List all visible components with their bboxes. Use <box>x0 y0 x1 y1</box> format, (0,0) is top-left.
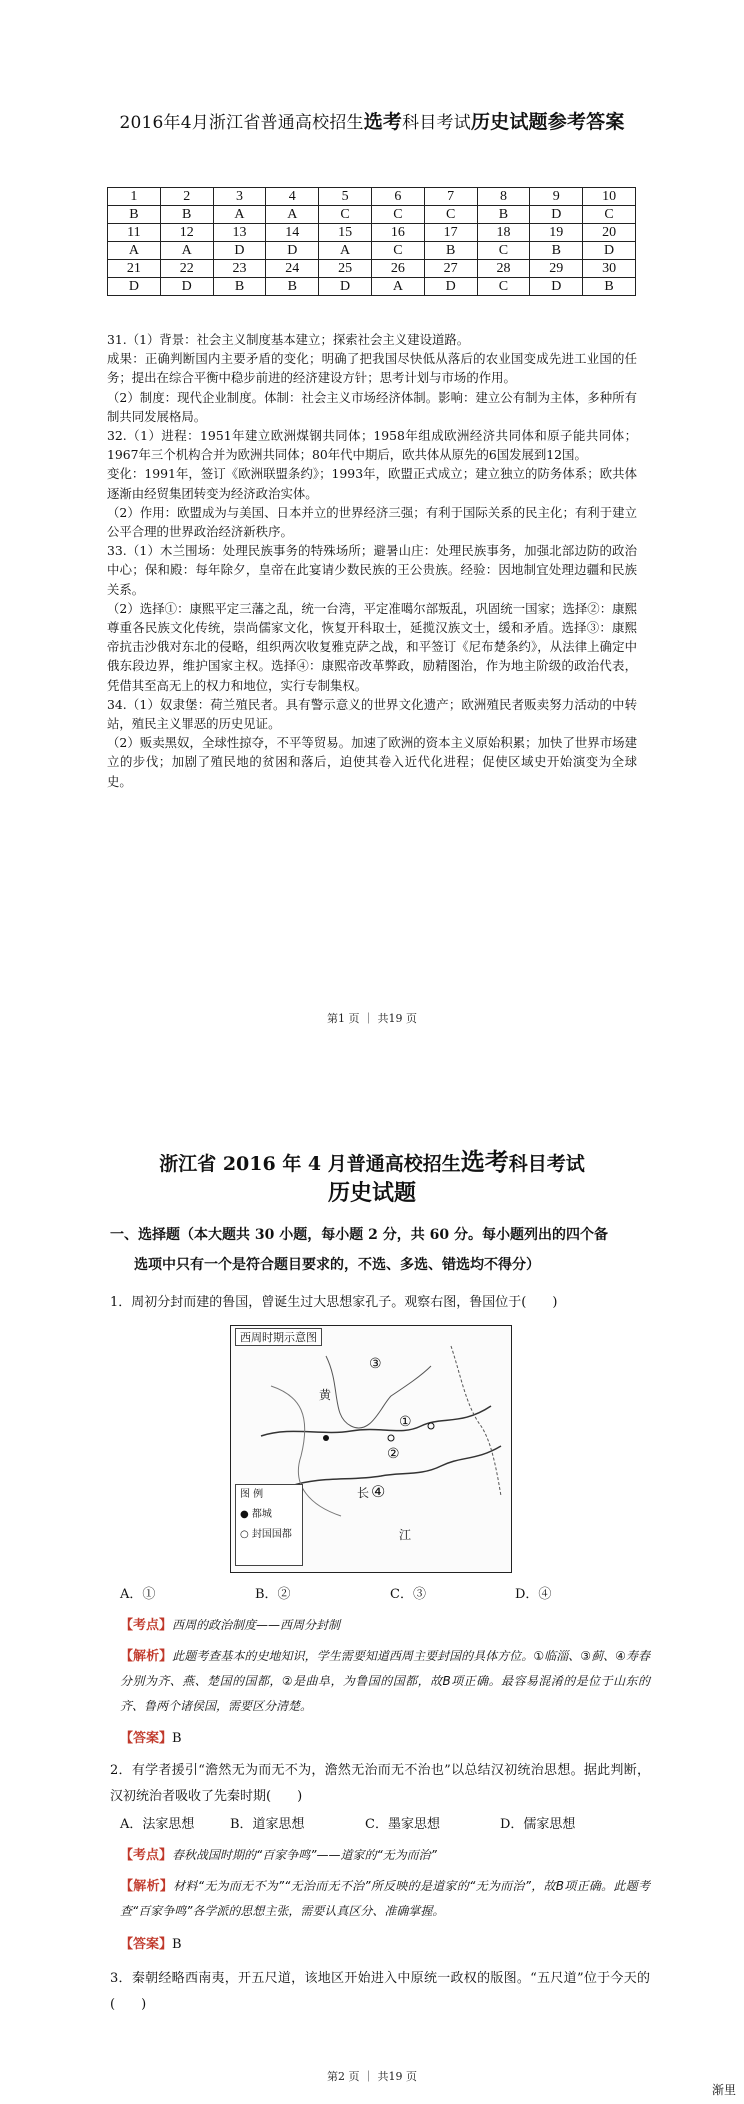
table-cell: B <box>266 278 319 296</box>
table-cell: B <box>160 206 213 224</box>
exam-title-part-c: 科目考试 <box>508 1153 585 1175</box>
jiexi-tag: 【解析】 <box>120 1649 173 1664</box>
table-cell: C <box>371 206 424 224</box>
yellow-river <box>261 1406 491 1436</box>
answer-paragraph: （2）贩卖黑奴，全球性掠夺，不平等贸易。加速了欧洲的资本主义原始积累；加快了世界市场建立的步伐；加剧了殖民地的贫困和落后，迫使其卷入近代化进程；促使区域史开始演变为全球史。 <box>107 735 637 789</box>
table-cell: 25 <box>319 260 372 278</box>
table-cell: C <box>477 278 530 296</box>
title-prefix: 2016年4月浙江省普通高校招生 <box>119 113 364 133</box>
table-cell: C <box>424 206 477 224</box>
question-2-stem: 2．有学者援引“澹然无为而无不为，澹然无治而无不治也”以总结汉初统治思想。据此判断，汉初统治者吸收了先秦时期( ) <box>110 1763 650 1804</box>
answer-paragraph: 34.（1）奴隶堡：荷兰殖民者。具有警示意义的世界文化遗产；欧洲殖民者贩卖努力活动的中转站，殖民主义罪恶的历史见证。 <box>107 696 637 732</box>
legend-title: 图 例 <box>240 1489 264 1500</box>
table-cell: 27 <box>424 260 477 278</box>
table-cell: 6 <box>371 188 424 206</box>
table-cell: B <box>213 278 266 296</box>
question-2-options <box>110 1814 650 1836</box>
legend-capital: ● 都城 <box>240 1509 272 1520</box>
table-cell: D <box>530 206 583 224</box>
table-cell: 28 <box>477 260 530 278</box>
table-cell: 4 <box>266 188 319 206</box>
table-cell: B <box>530 242 583 260</box>
daan-value: B <box>172 1731 182 1746</box>
map-label-river-2: 长 <box>357 1486 370 1500</box>
answer-paragraph: （2）制度：现代企业制度。体制：社会主义市场经济体制。影响：建立公有制为主体，多种所有制共同发展格局。 <box>107 389 637 424</box>
table-row <box>108 206 636 224</box>
exam-subtitle: 历史试题 <box>327 1180 416 1206</box>
q1-option-a: A．① <box>120 1587 156 1602</box>
map-legend <box>235 1484 303 1566</box>
table-cell: B <box>583 278 636 296</box>
table-cell: 29 <box>530 260 583 278</box>
table-cell: 8 <box>477 188 530 206</box>
table-cell: A <box>266 206 319 224</box>
table-cell: 9 <box>530 188 583 206</box>
table-cell: D <box>319 278 372 296</box>
q2-jiexi <box>110 1874 650 1924</box>
table-cell: 11 <box>108 224 161 242</box>
table-cell: D <box>583 242 636 260</box>
state-dot-1 <box>388 1435 394 1441</box>
question-3-stem: 3．秦朝经略西南夷，开五尺道，该地区开始进入中原统一政权的版图。“五尺道”位于今天的( ) <box>110 1971 650 2012</box>
table-cell: C <box>477 242 530 260</box>
q1-daan <box>110 1728 650 1750</box>
kaodian-tag: 【考点】 <box>120 1848 173 1863</box>
q2-option-d: D．儒家思想 <box>500 1817 576 1832</box>
state-dot-2 <box>428 1423 434 1429</box>
q2-option-c: C．墨家思想 <box>365 1817 440 1832</box>
q2-daan <box>110 1934 650 1956</box>
q2-kaodian <box>110 1844 650 1867</box>
page-footer: 第1 页 ｜ 共19 页 <box>327 1012 417 1025</box>
map-marker-2: ② <box>387 1446 400 1462</box>
q1-kaodian <box>110 1614 650 1637</box>
table-cell: A <box>213 206 266 224</box>
answer-paragraph: 32.（1）进程：1951年建立欧洲煤钢共同体；1958年组成欧洲经济共同体和原子能共同体；1967年三个机构合并为欧洲共同体；80年代中期后，欧共体从原先的6国发展到12国。 <box>107 428 637 463</box>
answer-paragraph: 31.（1）背景：社会主义制度基本建立；探索社会主义建设道路。 <box>107 332 470 347</box>
answer-paragraph: （2）选择①：康熙平定三藩之乱，统一台湾，平定准噶尔部叛乱，巩固统一国家；选择②：康熙尊重各民族文化传统，崇尚儒家文化，恢复开科取士，延揽汉族文士，缓和矛盾。选择③：康熙帝抗击沙俄对东北的侵略，组织两次收复雅克萨之战，和平签订《尼布楚条约》，从法律上确定中俄东段边界，维护国家主权。选择④：康熙帝改革弊政，励精图治，作为地主阶级的政治代表，凭借其至高无上的权力和地位，实行专制集权。 <box>107 600 637 693</box>
table-cell: 12 <box>160 224 213 242</box>
table-cell: D <box>266 242 319 260</box>
jiexi-tag: 【解析】 <box>120 1879 174 1894</box>
table-cell: B <box>108 206 161 224</box>
table-cell: 10 <box>583 188 636 206</box>
table-cell: 20 <box>583 224 636 242</box>
map-label-river-3: 江 <box>399 1528 412 1542</box>
table-cell: 18 <box>477 224 530 242</box>
coastline <box>451 1346 501 1496</box>
title-bold-1: 选考 <box>363 111 403 133</box>
page-footer: 第2 页 ｜ 共19 页 <box>327 2070 417 2083</box>
question-1-stem: 1．周初分封而建的鲁国，曾诞生过大思想家孔子。观察右图，鲁国位于( ) <box>110 1295 558 1310</box>
map-marker-1: ① <box>399 1414 412 1430</box>
table-cell: C <box>319 206 372 224</box>
table-row <box>108 260 636 278</box>
table-cell: A <box>108 242 161 260</box>
section-heading-line-1: 一、选择题（本大题共 30 小题，每小题 2 分，共 60 分。每小题列出的四个备 <box>110 1227 608 1243</box>
table-cell: D <box>530 278 583 296</box>
question-1-options <box>110 1584 650 1606</box>
table-cell: 17 <box>424 224 477 242</box>
table-cell: C <box>371 242 424 260</box>
table-cell: 19 <box>530 224 583 242</box>
map-title: 西周时期示意图 <box>235 1328 322 1346</box>
table-cell: 7 <box>424 188 477 206</box>
table-cell: A <box>160 242 213 260</box>
table-cell: 15 <box>319 224 372 242</box>
answer-table <box>107 187 636 296</box>
table-cell: 2 <box>160 188 213 206</box>
kaodian-text: 西周的政治制度——西周分封制 <box>172 1618 341 1632</box>
kaodian-tag: 【考点】 <box>120 1618 173 1633</box>
table-cell: 22 <box>160 260 213 278</box>
table-row <box>108 278 636 296</box>
daan-tag: 【答案】 <box>120 1937 173 1952</box>
q1-option-b: B．② <box>255 1587 291 1602</box>
q1-option-c: C．③ <box>390 1587 426 1602</box>
answer-paragraph: （2）作用：欧盟成为与美国、日本并立的世界经济三强；有利于国际关系的民主化；有利于建立公平合理的世界政治经济新秩序。 <box>107 504 637 540</box>
table-cell: B <box>477 206 530 224</box>
answer-paragraph: 成果：正确判断国内主要矛盾的变化；明确了把我国尽快低从落后的农业国变成先进工业国的任务；提出在综合平衡中稳步前进的经济建设方针；思考计划与市场的作用。 <box>107 351 637 386</box>
table-cell: D <box>160 278 213 296</box>
table-row <box>108 188 636 206</box>
capital-dot <box>323 1435 329 1441</box>
title-mid: 科目考试 <box>402 113 471 133</box>
table-cell: D <box>108 278 161 296</box>
corner-mark: 渐里 <box>711 2083 736 2097</box>
answer-body <box>107 330 637 791</box>
jiexi-text: 此题考查基本的史地知识，学生需要知道西周主要封国的具体方位。①临淄、③蓟、④寿春分别为齐、燕、楚国的国都，②是曲阜，为鲁国的国都，故B项正确。最容易混淆的是位于山东的齐、鲁两个诸侯国，需要区分清楚。 <box>120 1649 650 1713</box>
table-cell: 14 <box>266 224 319 242</box>
exam-title-bold: 选考 <box>460 1147 509 1176</box>
map-marker-4: ④ <box>371 1482 386 1501</box>
answer-paragraph: 变化：1991年，签订《欧洲联盟条约》；1993年，欧盟正式成立；建立独立的防务体系；欧共体逐渐由经贸集团转变为经济政治实体。 <box>107 466 637 501</box>
title-bold-2: 历史试题参考答案 <box>470 111 625 133</box>
section-heading <box>110 1220 650 1280</box>
q1-jiexi <box>110 1644 650 1719</box>
map-marker-3: ③ <box>369 1356 382 1372</box>
table-cell: 30 <box>583 260 636 278</box>
table-row <box>108 224 636 242</box>
q2-option-b: B．道家思想 <box>230 1817 305 1832</box>
table-cell: A <box>371 278 424 296</box>
table-cell: 26 <box>371 260 424 278</box>
table-cell: 16 <box>371 224 424 242</box>
table-cell: D <box>424 278 477 296</box>
kaodian-text: 春秋战国时期的“百家争鸣”——道家的“无为而治” <box>172 1848 437 1862</box>
table-cell: D <box>213 242 266 260</box>
page-title <box>0 107 744 134</box>
table-cell: A <box>319 242 372 260</box>
table-cell: 21 <box>108 260 161 278</box>
table-cell: 23 <box>213 260 266 278</box>
table-row <box>108 242 636 260</box>
table-cell: 3 <box>213 188 266 206</box>
section-heading-line-2: 选项中只有一个是符合题目要求的，不选、多选、错选均不得分） <box>134 1257 540 1273</box>
answer-paragraph: 33.（1）木兰围场：处理民族事务的特殊场所；避暑山庄：处理民族事务，加强北部边防的政治中心；保和殿：每年除夕，皇帝在此宴请少数民族的王公贵族。经验：因地制宜处理边疆和民族关系。 <box>107 543 637 597</box>
q2-option-a: A．法家思想 <box>120 1817 195 1832</box>
table-cell: 5 <box>319 188 372 206</box>
map-label-river: 黄 <box>319 1388 332 1402</box>
western-zhou-map <box>230 1325 512 1573</box>
daan-value: B <box>172 1937 182 1952</box>
daan-tag: 【答案】 <box>120 1731 173 1746</box>
exam-title <box>0 1142 744 1177</box>
exam-page <box>0 1052 744 2104</box>
q1-option-d: D．④ <box>515 1587 552 1602</box>
jiexi-text: 材料“无为而无不为”“无治而无不治”所反映的是道家的“无为而治”，故B项正确。此题考查“百家争鸣”各学派的思想主张，需要认真区分、准确掌握。 <box>120 1879 650 1918</box>
legend-state: ○ 封国国都 <box>240 1529 292 1540</box>
table-cell: 24 <box>266 260 319 278</box>
table-cell: 1 <box>108 188 161 206</box>
exam-title-part-a: 浙江省 2016 年 4 月普通高校招生 <box>159 1153 461 1175</box>
table-cell: 13 <box>213 224 266 242</box>
table-cell: B <box>424 242 477 260</box>
table-cell: C <box>583 206 636 224</box>
